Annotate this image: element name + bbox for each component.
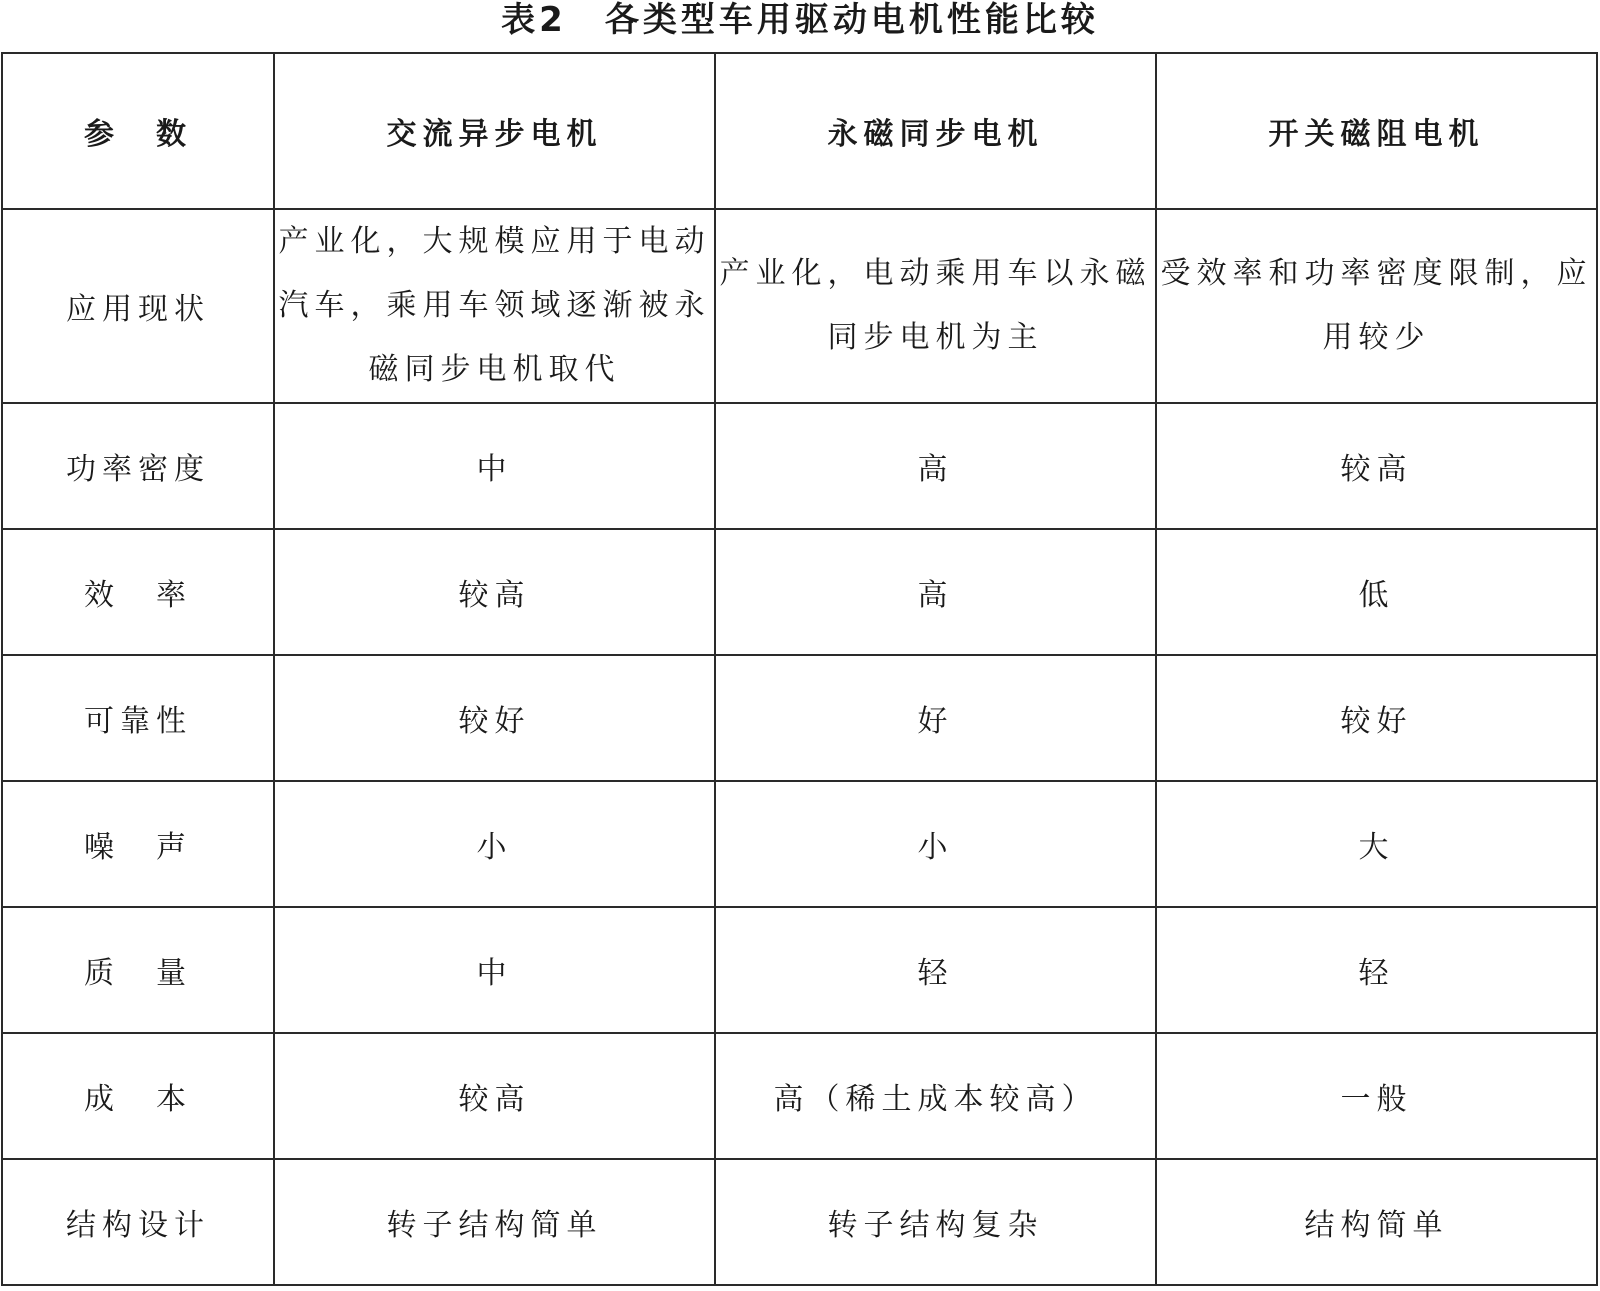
row-param: 应用现状 (2, 209, 274, 403)
table-title: 表2 各类型车用驱动电机性能比较 (501, 0, 1099, 40)
table-row (2, 907, 1597, 1033)
cell-pm-synchronous: 高 (715, 403, 1156, 529)
cell-pm-synchronous: 轻 (715, 907, 1156, 1033)
table-row (2, 781, 1597, 907)
cell-ac-induction: 较高 (274, 1033, 715, 1159)
header-ac-induction: 交流异步电机 (274, 53, 715, 209)
cell-switched-reluctance: 轻 (1156, 907, 1597, 1033)
header-param: 参 数 (2, 53, 274, 209)
cell-switched-reluctance: 结构简单 (1156, 1159, 1597, 1285)
header-switched-reluctance: 开关磁阻电机 (1156, 53, 1597, 209)
cell-switched-reluctance: 一般 (1156, 1033, 1597, 1159)
table-row (2, 529, 1597, 655)
cell-pm-synchronous: 产业化，电动乘用车以永磁同步电机为主 (715, 209, 1156, 403)
cell-ac-induction: 较高 (274, 529, 715, 655)
cell-ac-induction: 产业化，大规模应用于电动汽车，乘用车领域逐渐被永磁同步电机取代 (274, 209, 715, 403)
cell-ac-induction: 中 (274, 907, 715, 1033)
table-row (2, 1033, 1597, 1159)
header-pm-synchronous: 永磁同步电机 (715, 53, 1156, 209)
row-param: 成 本 (2, 1033, 274, 1159)
cell-switched-reluctance: 较好 (1156, 655, 1597, 781)
row-param: 噪 声 (2, 781, 274, 907)
row-param: 功率密度 (2, 403, 274, 529)
row-param: 质 量 (2, 907, 274, 1033)
cell-switched-reluctance: 低 (1156, 529, 1597, 655)
table-row (2, 403, 1597, 529)
table-row (2, 209, 1597, 403)
cell-ac-induction: 小 (274, 781, 715, 907)
cell-ac-induction: 较好 (274, 655, 715, 781)
cell-pm-synchronous: 高（稀土成本较高） (715, 1033, 1156, 1159)
table-header-row (2, 53, 1597, 209)
cell-switched-reluctance: 大 (1156, 781, 1597, 907)
cell-pm-synchronous: 高 (715, 529, 1156, 655)
motor-comparison-table (1, 52, 1598, 1286)
cell-switched-reluctance: 受效率和功率密度限制，应用较少 (1156, 209, 1597, 403)
table-row (2, 655, 1597, 781)
cell-switched-reluctance: 较高 (1156, 403, 1597, 529)
table-row (2, 1159, 1597, 1285)
cell-ac-induction: 转子结构简单 (274, 1159, 715, 1285)
row-param: 结构设计 (2, 1159, 274, 1285)
cell-ac-induction: 中 (274, 403, 715, 529)
row-param: 可靠性 (2, 655, 274, 781)
cell-pm-synchronous: 小 (715, 781, 1156, 907)
row-param: 效 率 (2, 529, 274, 655)
cell-pm-synchronous: 转子结构复杂 (715, 1159, 1156, 1285)
cell-pm-synchronous: 好 (715, 655, 1156, 781)
